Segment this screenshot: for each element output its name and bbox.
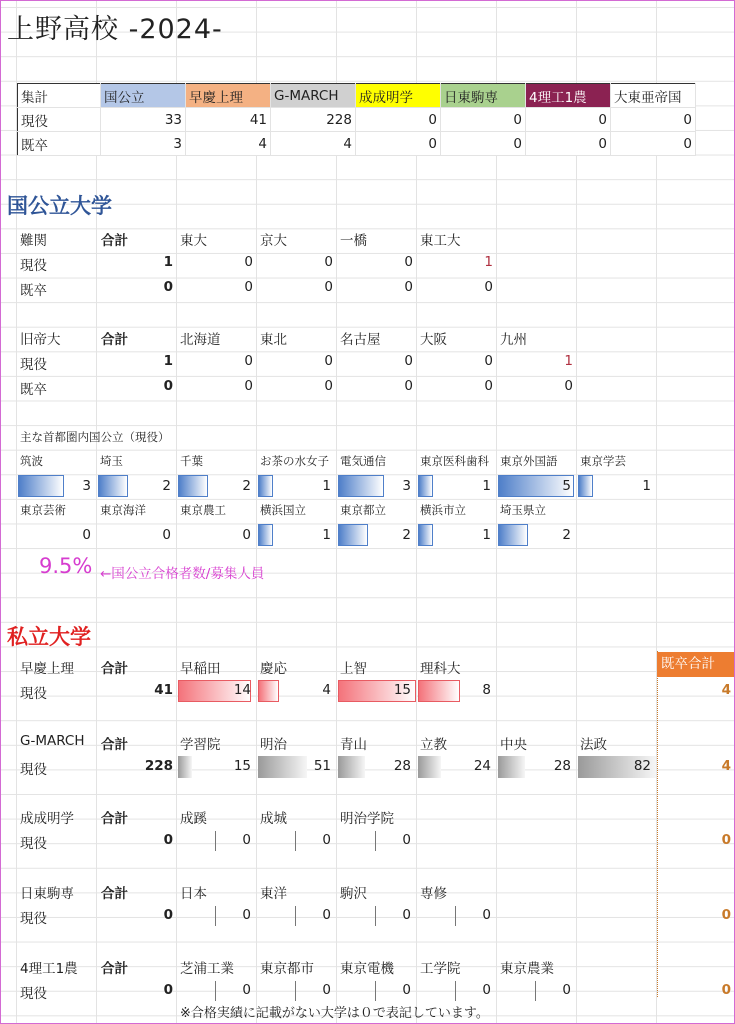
nankan-value: 0 <box>244 254 253 270</box>
summary-cell: 228 <box>271 108 356 132</box>
summary-cell: 4 <box>186 132 271 156</box>
metro-value: 0 <box>82 527 91 543</box>
school-name: 工学院 <box>420 961 461 977</box>
metro-value: 0 <box>162 527 171 543</box>
group-name: 日東駒専 <box>20 886 74 902</box>
school-value: 15 <box>233 758 251 774</box>
metro-value: 1 <box>482 527 491 543</box>
school-value: 0 <box>482 982 491 998</box>
summary-corner: 集計 <box>18 84 101 108</box>
page-title: 上野高校 -2024- <box>7 14 223 45</box>
school-name: 立教 <box>420 737 447 753</box>
school-name: 明治学院 <box>340 811 394 827</box>
kyuteidai-corner: 旧帝大 <box>20 332 61 348</box>
metro-school-name: 千葉 <box>180 454 203 468</box>
nankan-corner: 難関 <box>20 233 47 249</box>
metro-value: 3 <box>82 478 91 494</box>
kisotsu-total-header: 既卒合計 <box>657 652 735 677</box>
summary-col-5: 4理工1農 <box>526 84 611 108</box>
summary-cell: 0 <box>356 108 441 132</box>
metro-value: 2 <box>562 527 571 543</box>
school-name: 慶応 <box>260 661 287 677</box>
group-kisotsu-total: 4 <box>721 758 731 774</box>
summary-cell: 0 <box>526 108 611 132</box>
school-value: 0 <box>322 907 331 923</box>
school-value: 0 <box>322 832 331 848</box>
kyuteidai-value: 0 <box>324 353 333 369</box>
school-name: 明治 <box>260 737 287 753</box>
school-value: 0 <box>402 907 411 923</box>
group-total: 41 <box>154 682 173 698</box>
group-row-label: 現役 <box>20 836 47 852</box>
school-value: 0 <box>402 982 411 998</box>
school-name: 中央 <box>500 737 527 753</box>
school-name: 東京農業 <box>500 961 554 977</box>
summary-cell: 0 <box>611 108 696 132</box>
kyuteidai-school: 北海道 <box>180 332 221 348</box>
metro-value: 3 <box>402 478 411 494</box>
kyuteidai-value: 0 <box>484 353 493 369</box>
metro-title: 主な首都圏内国公立（現役） <box>20 430 170 444</box>
metro-value: 1 <box>322 527 331 543</box>
summary-cell: 4 <box>271 132 356 156</box>
group-row-label: 現役 <box>20 986 47 1002</box>
metro-school-name: 埼玉 <box>100 454 123 468</box>
school-value: 14 <box>233 682 251 698</box>
nankan-value: 0 <box>324 279 333 295</box>
group-row-label: 現役 <box>20 911 47 927</box>
group-total: 0 <box>163 982 173 998</box>
kyuteidai-value: 0 <box>564 378 573 394</box>
school-name: 東京電機 <box>340 961 394 977</box>
group-name: 4理工1農 <box>20 961 78 977</box>
summary-row-label: 既卒 <box>18 132 101 156</box>
metro-value: 2 <box>402 527 411 543</box>
summary-header-row <box>18 84 696 108</box>
metro-school-name: 東京外国語 <box>500 454 558 468</box>
group-total-header: 合計 <box>101 886 128 902</box>
nankan-value: 0 <box>404 254 413 270</box>
school-value: 4 <box>322 682 331 698</box>
kyuteidai-row-label: 現役 <box>20 357 47 373</box>
school-name: 駒沢 <box>340 886 367 902</box>
nankan-school: 京大 <box>260 233 287 249</box>
nankan-total: 0 <box>163 279 173 295</box>
metro-school-name: 電気通信 <box>340 454 386 468</box>
school-name: 専修 <box>420 886 447 902</box>
summary-col-1: 早慶上理 <box>186 84 271 108</box>
kyuteidai-value: 0 <box>244 378 253 394</box>
summary-cell: 0 <box>611 132 696 156</box>
school-name: 成蹊 <box>180 811 207 827</box>
group-total-header: 合計 <box>101 737 128 753</box>
private-heading: 私立大学 <box>7 625 91 649</box>
kyuteidai-value: 0 <box>484 378 493 394</box>
kisotsu-column-divider <box>657 651 658 997</box>
nankan-total-header: 合計 <box>101 233 128 249</box>
group-total: 0 <box>163 907 173 923</box>
summary-cell: 0 <box>356 132 441 156</box>
metro-value: 1 <box>322 478 331 494</box>
nankan-value: 0 <box>244 279 253 295</box>
metro-school-name: 東京学芸 <box>580 454 626 468</box>
national-heading: 国公立大学 <box>7 194 112 218</box>
group-row-label: 現役 <box>20 762 47 778</box>
kyuteidai-school: 九州 <box>500 332 527 348</box>
school-name: 上智 <box>340 661 367 677</box>
nankan-value: 0 <box>324 254 333 270</box>
kyuteidai-school: 大阪 <box>420 332 447 348</box>
metro-school-name: 東京海洋 <box>100 503 146 517</box>
school-value: 28 <box>553 758 571 774</box>
kyuteidai-value: 0 <box>324 378 333 394</box>
school-value: 0 <box>242 832 251 848</box>
group-total-header: 合計 <box>101 661 128 677</box>
summary-cell: 0 <box>441 108 526 132</box>
metro-school-name: 横浜国立 <box>260 503 306 517</box>
kyuteidai-value: 0 <box>244 353 253 369</box>
school-name: 東京都市 <box>260 961 314 977</box>
metro-value: 0 <box>242 527 251 543</box>
school-value: 8 <box>482 682 491 698</box>
school-value: 0 <box>322 982 331 998</box>
school-value: 28 <box>393 758 411 774</box>
kyuteidai-total-header: 合計 <box>101 332 128 348</box>
school-value: 15 <box>393 682 411 698</box>
school-name: 青山 <box>340 737 367 753</box>
group-kisotsu-total: 0 <box>721 982 731 998</box>
school-value: 0 <box>242 907 251 923</box>
kyuteidai-school: 名古屋 <box>340 332 381 348</box>
school-value: 0 <box>402 832 411 848</box>
nankan-school: 東工大 <box>420 233 461 249</box>
kyuteidai-value: 0 <box>404 378 413 394</box>
nankan-row-label: 既卒 <box>20 283 47 299</box>
summary-col-0: 国公立 <box>101 84 186 108</box>
school-name: 早稲田 <box>180 661 221 677</box>
school-name: 成城 <box>260 811 287 827</box>
nankan-value: 0 <box>484 279 493 295</box>
kyuteidai-school: 東北 <box>260 332 287 348</box>
summary-col-6: 大東亜帝国 <box>611 84 696 108</box>
summary-table <box>17 83 696 156</box>
metro-school-name: 埼玉県立 <box>500 503 546 517</box>
school-name: 東洋 <box>260 886 287 902</box>
metro-school-name: 東京農工 <box>180 503 226 517</box>
footnote: ※合格実績に記載がない大学は０で表記しています。 <box>180 1006 489 1021</box>
metro-school-name: 東京都立 <box>340 503 386 517</box>
nankan-school: 一橋 <box>340 233 367 249</box>
school-value: 51 <box>313 758 331 774</box>
school-value: 24 <box>473 758 491 774</box>
school-value: 82 <box>633 758 651 774</box>
school-value: 0 <box>482 907 491 923</box>
school-value: 0 <box>242 982 251 998</box>
school-name: 理科大 <box>420 661 461 677</box>
kyuteidai-total: 1 <box>163 353 173 369</box>
metro-school-name: お茶の水女子 <box>260 454 329 468</box>
school-value: 0 <box>562 982 571 998</box>
group-total: 0 <box>163 832 173 848</box>
summary-row-kisotsu <box>18 132 696 156</box>
metro-school-name: 東京芸術 <box>20 503 66 517</box>
kyuteidai-value: 0 <box>404 353 413 369</box>
group-name: G-MARCH <box>20 733 85 749</box>
group-name: 早慶上理 <box>20 661 74 677</box>
summary-cell: 3 <box>101 132 186 156</box>
summary-col-4: 日東駒専 <box>441 84 526 108</box>
metro-value: 2 <box>242 478 251 494</box>
kyuteidai-value: 1 <box>564 353 573 369</box>
metro-value: 2 <box>162 478 171 494</box>
kyuteidai-total: 0 <box>163 378 173 394</box>
nankan-school: 東大 <box>180 233 207 249</box>
summary-cell: 0 <box>441 132 526 156</box>
group-name: 成成明学 <box>20 811 74 827</box>
summary-col-3: 成成明学 <box>356 84 441 108</box>
summary-row-genek <box>18 108 696 132</box>
metro-value: 1 <box>642 478 651 494</box>
school-name: 法政 <box>580 737 607 753</box>
summary-col-2: G-MARCH <box>271 84 356 108</box>
pass-rate-note: ←国公立合格者数/募集人員 <box>100 566 265 582</box>
group-row-label: 現役 <box>20 686 47 702</box>
school-name: 芝浦工業 <box>180 961 234 977</box>
pass-rate: 9.5% <box>39 554 93 578</box>
kyuteidai-row-label: 既卒 <box>20 382 47 398</box>
group-kisotsu-total: 0 <box>721 907 731 923</box>
school-name: 学習院 <box>180 737 221 753</box>
nankan-row-label: 現役 <box>20 258 47 274</box>
group-kisotsu-total: 4 <box>721 682 731 698</box>
metro-value: 5 <box>562 478 571 494</box>
group-total-header: 合計 <box>101 811 128 827</box>
summary-cell: 41 <box>186 108 271 132</box>
group-total-header: 合計 <box>101 961 128 977</box>
metro-school-name: 横浜市立 <box>420 503 466 517</box>
metro-value: 1 <box>482 478 491 494</box>
metro-school-name: 筑波 <box>20 454 43 468</box>
nankan-value: 1 <box>484 254 493 270</box>
school-name: 日本 <box>180 886 207 902</box>
metro-school-name: 東京医科歯科 <box>420 454 489 468</box>
summary-cell: 33 <box>101 108 186 132</box>
summary-row-label: 現役 <box>18 108 101 132</box>
summary-cell: 0 <box>526 132 611 156</box>
nankan-value: 0 <box>404 279 413 295</box>
group-total: 228 <box>144 758 173 774</box>
group-kisotsu-total: 0 <box>721 832 731 848</box>
nankan-total: 1 <box>163 254 173 270</box>
